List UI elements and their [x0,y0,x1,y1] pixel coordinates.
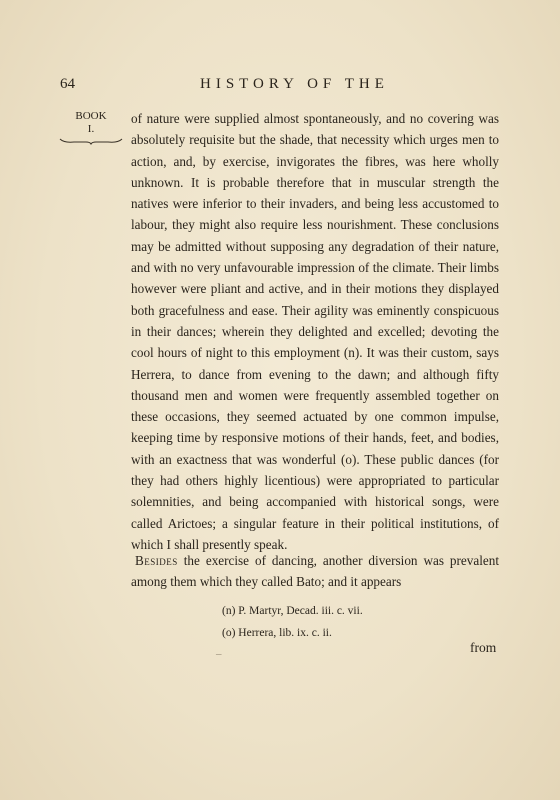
catchword: from [470,640,497,655]
body-paragraph-2 [131,550,499,593]
page-number: 64 [60,76,75,92]
margin-book-label: BOOK [75,110,107,122]
margin-volume-label: I. [87,123,95,135]
paragraph-lead-word: Besides [135,553,178,568]
running-head: HISTORY OF THE [200,76,389,92]
footnote-n: (n) P. Martyr, Decad. iii. c. vii. [222,605,363,617]
paragraph-2-text: the exercise of dancing, another diversion was prevalent among them which they called Bato; and it appears [131,553,499,590]
margin-brace-ornament [58,137,124,145]
footnote-o: (o) Herrera, lib. ix. c. ii. [222,627,332,639]
body-paragraph-1: of nature were supplied almost spontaneously, and no covering was absolutely requisite but the shade, that necessity which urges men to action, and, by exercise, invigorates the fibres, was here wholly unknown. It is probable therefore that in muscular strength the natives were inferior to their invaders, and being less accustomed to labour, they might also require less nourishment. These conclusions may be admitted without supposing any degradation of their nature, and with no very unfavourable impression of the climate. Their limbs however were pliant and active, and in their motions they displayed both gracefulness and ease. Their agility was eminently conspicuous in their dances; wherein they delighted and excelled; devoting the cool hours of night to this employment (n). It was their custom, says Herrera, to dance from evening to the dawn; and although fifty thousand men and women were frequently assembled together on these occasions, they seemed actuated by one common impulse, keeping time by responsive motions of their hands, feet, and bodies, with an exactness that was wonderful (o). These public dances (for they had others highly licentious) were appropriated to particular solemnities, and being accompanied with historical songs, were called Arictoes; a singular feature in their political institutions, of which I shall presently speak. [131,111,499,552]
margin-note [58,110,124,145]
footnote-dash: – [216,648,222,660]
